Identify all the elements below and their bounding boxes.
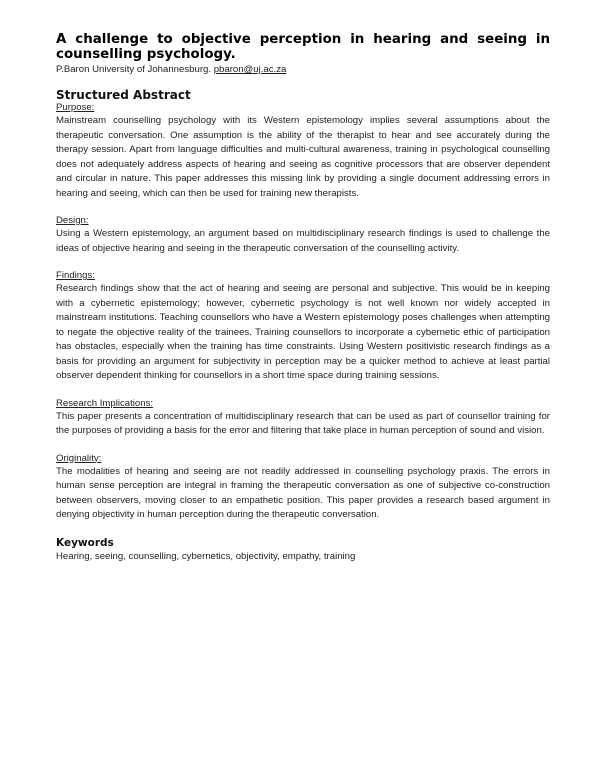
section-label: Research Implications: <box>56 397 154 409</box>
abstract-section-purpose <box>56 102 550 201</box>
section-text: This paper presents a concentration of multidisciplinary research that can be used as part of counsellor training for the purposes of providing a basis for the error and filtering that take place in human perception of sound and vision. <box>56 410 550 436</box>
abstract-heading: Structured Abstract <box>56 88 191 102</box>
section-label: Purpose: <box>56 102 95 113</box>
abstract-section-design <box>56 215 550 256</box>
author-line <box>56 64 550 76</box>
section-label: Originality: <box>56 452 102 464</box>
abstract-section-originality <box>56 453 550 523</box>
section-text: Mainstream counselling psychology with its Western epistemology implies several assumptions about the therapeutic conversation. One assumption is the ability of the therapist to hear and see accurately during the therapy session. Apart from language difficulties and multi-cultural awareness, training in psychological counselling does not adequately address aspects of hearing and seeing as cognitive processors that are observer dependent and circular in nature. This paper addresses this missing link by providing a single document addressing errors in hearing and seeing, which can then be used for training new therapists. <box>56 115 550 199</box>
section-text: Using a Western epistemology, an argument based on multidisciplinary research findings is used to challenge the ideas of objective hearing and seeing in the therapeutic conversation of the counselling activity. <box>56 228 550 254</box>
abstract-section-findings <box>56 270 550 384</box>
section-text: Research findings show that the act of hearing and seeing are personal and subjective. This would be in keeping with a cybernetic epistemology; however, cybernetic psychology is not well known nor widely accepted in mainstream institutions. Teaching counsellors who have a Western epistemology poses challenges when attempting to negate the objective reality of the trainees. Training counsellors to incorporate a cybernetic ethic of participation has obstacles, especially when the training has time constraints. Using Western positivistic research findings as a basis for providing an argument for subjectivity in perception may be a quicker method to achieve at least partial observer dependent thinking for counsellors in a short time space during training sessions. <box>56 283 550 381</box>
section-text: The modalities of hearing and seeing are not readily addressed in counselling psychology praxis. The errors in human sense perception are integral in framing the therapeutic conversation as one of subjective co-construction between observers, moving closer to an empathetic position. This paper provides a research based argument in denying objectivity in human perception during the therapeutic conversation. <box>56 465 550 520</box>
paper-title: A challenge to objective perception in hearing and seeing in counselling psychology. <box>56 32 550 62</box>
section-label: Design: <box>56 215 89 226</box>
keywords-list: Hearing, seeing, counselling, cybernetics, objectivity, empathy, training <box>56 550 356 562</box>
author-email-link[interactable]: pbaron@uj.ac.za <box>213 64 287 75</box>
keywords-heading: Keywords <box>56 536 114 549</box>
author-affiliation: P.Baron University of Johannesburg. <box>56 64 212 75</box>
paper-content <box>56 32 550 563</box>
section-label: Findings: <box>56 270 95 281</box>
abstract-section-research-implications <box>56 398 550 439</box>
